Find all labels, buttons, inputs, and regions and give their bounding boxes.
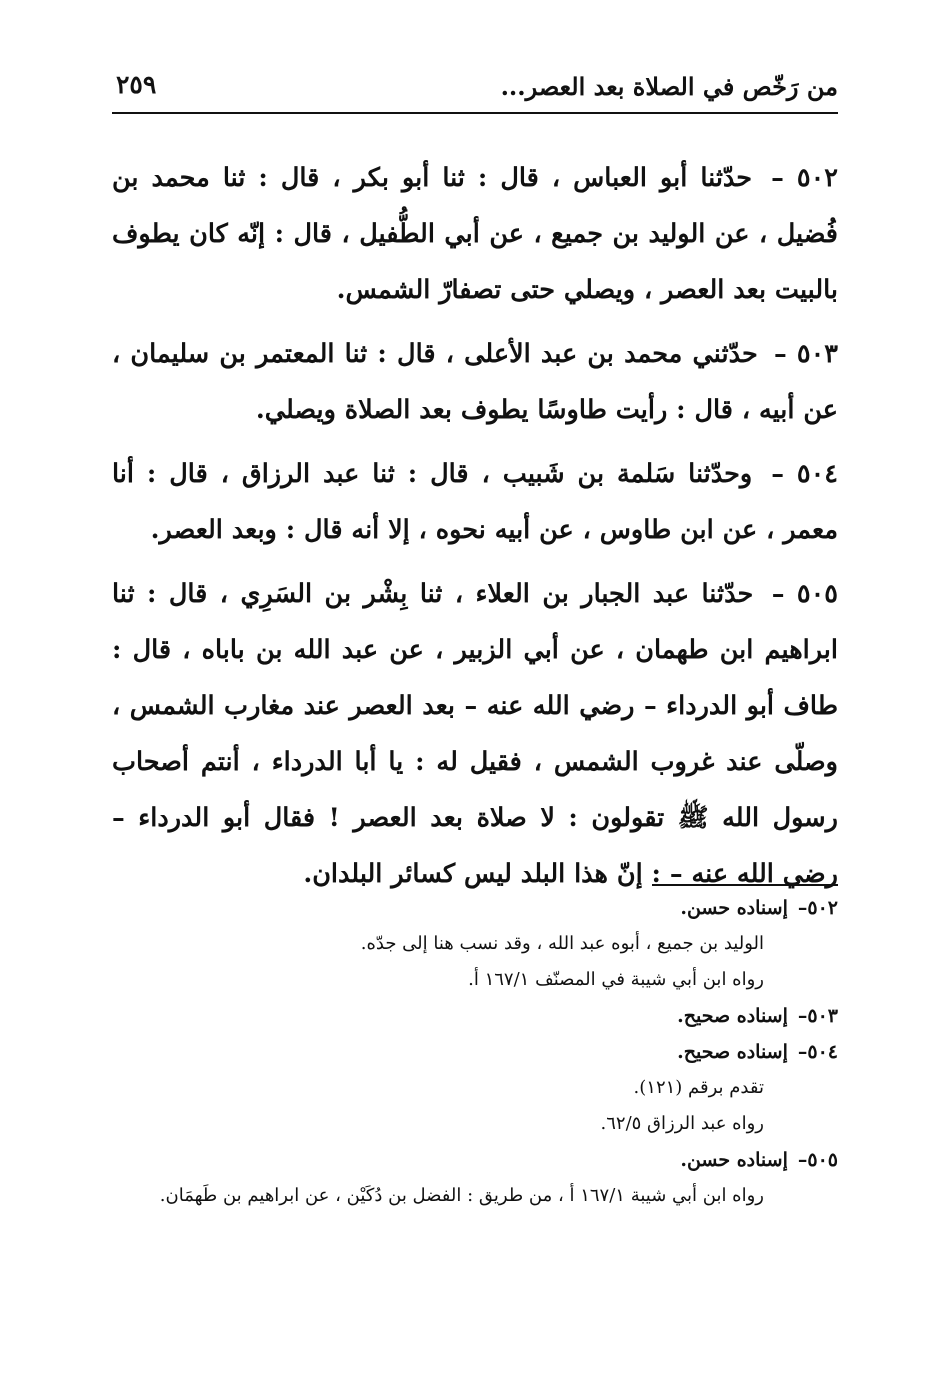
- footnote-grade: إسناده صحيح.: [677, 1041, 788, 1063]
- footnote-504: [112, 1034, 838, 1142]
- hadith-number: ٥٠٥ –: [771, 579, 838, 609]
- hadith-text: حدّثني محمد بن عبد الأعلى ، قال : ثنا المعتمر بن سليمان ، عن أبيه ، قال : رأيت طاوسًا يطوف بعد الصلاة ويصلي.: [112, 339, 838, 425]
- footnote-grade: إسناده حسن.: [680, 897, 788, 919]
- hadith-503: [112, 326, 838, 438]
- page-number: ٢٥٩: [116, 70, 157, 99]
- footnote-heading: [112, 890, 838, 926]
- footnote-505: [112, 1142, 838, 1214]
- footnote-heading: [112, 1034, 838, 1070]
- footnotes: [112, 890, 838, 1214]
- footnote-line: رواه ابن أبي شيبة ١٦٧/١ أ ، من طريق : الفضل بن دُكَيْن ، عن ابراهيم بن طَهمَان.: [159, 1185, 764, 1206]
- hadith-number: ٥٠٣ –: [773, 339, 838, 369]
- footnote-number: ٥٠٢–: [797, 897, 838, 919]
- hadith-number: ٥٠٤ –: [771, 459, 838, 489]
- running-header: [112, 68, 838, 114]
- footnote-502: [112, 890, 838, 998]
- footnote-line: رواه عبد الرزاق ٦٢/٥.: [600, 1113, 764, 1134]
- hadith-504: [112, 446, 838, 558]
- footnote-number: ٥٠٤–: [797, 1041, 838, 1063]
- footnote-number: ٥٠٥–: [797, 1149, 838, 1171]
- footnote-heading: [112, 998, 838, 1034]
- footnote-number: ٥٠٣–: [797, 1005, 838, 1027]
- footnote-line: رواه ابن أبي شيبة في المصنّف ١٦٧/١ أ.: [468, 969, 764, 990]
- footnote-line: تقدم برقم (١٢١).: [633, 1077, 764, 1098]
- main-text: [112, 150, 838, 910]
- hadith-502: [112, 150, 838, 318]
- hadith-text: حدّثنا أبو العباس ، قال : ثنا أبو بكر ، قال : ثنا محمد بن فُضيل ، عن الوليد بن جميع ، عن أبي الطُّفيل ، قال : إنّه كان يطوف بالبيت بعد العصر ، ويصلي حتى تصفارّ الشمس.: [112, 163, 838, 305]
- hadith-number: ٥٠٢ –: [771, 163, 838, 193]
- footnote-grade: إسناده صحيح.: [677, 1005, 788, 1027]
- running-title: من رَخّص في الصلاة بعد العصر...: [500, 72, 838, 101]
- hadith-text: وحدّثنا سَلمة بن شَبيب ، قال : ثنا عبد الرزاق ، قال : أنا معمر ، عن ابن طاوس ، عن أبيه نحوه ، إلا أنه قال : وبعد العصر.: [112, 459, 838, 545]
- footnote-503: [112, 998, 838, 1034]
- hadith-505: [112, 566, 838, 902]
- hadith-text: حدّثنا عبد الجبار بن العلاء ، ثنا بِشْر بن السَرِي ، قال : ثنا ابراهيم ابن طهمان ، عن أبي الزبير ، عن عبد الله بن باباه ، قال : طاف أبو الدرداء – رضي الله عنه – بعد العصر عند مغارب الشمس ، وصلّى عند غروب الشمس ، فقيل له : يا أبا الدرداء ، أنتم أصحاب رسول الله ﷺ تقولون : لا صلاة بعد العصر ! فقال أبو الدرداء – رضي الله عنه – : إنّ هذا البلد ليس كسائر البلدان.: [112, 579, 838, 889]
- footnote-grade: إسناده حسن.: [680, 1149, 788, 1171]
- footnote-line: الوليد بن جميع ، أبوه عبد الله ، وقد نسب هنا إلى جدّه.: [360, 933, 764, 954]
- footnote-separator: [652, 884, 838, 886]
- footnote-heading: [112, 1142, 838, 1178]
